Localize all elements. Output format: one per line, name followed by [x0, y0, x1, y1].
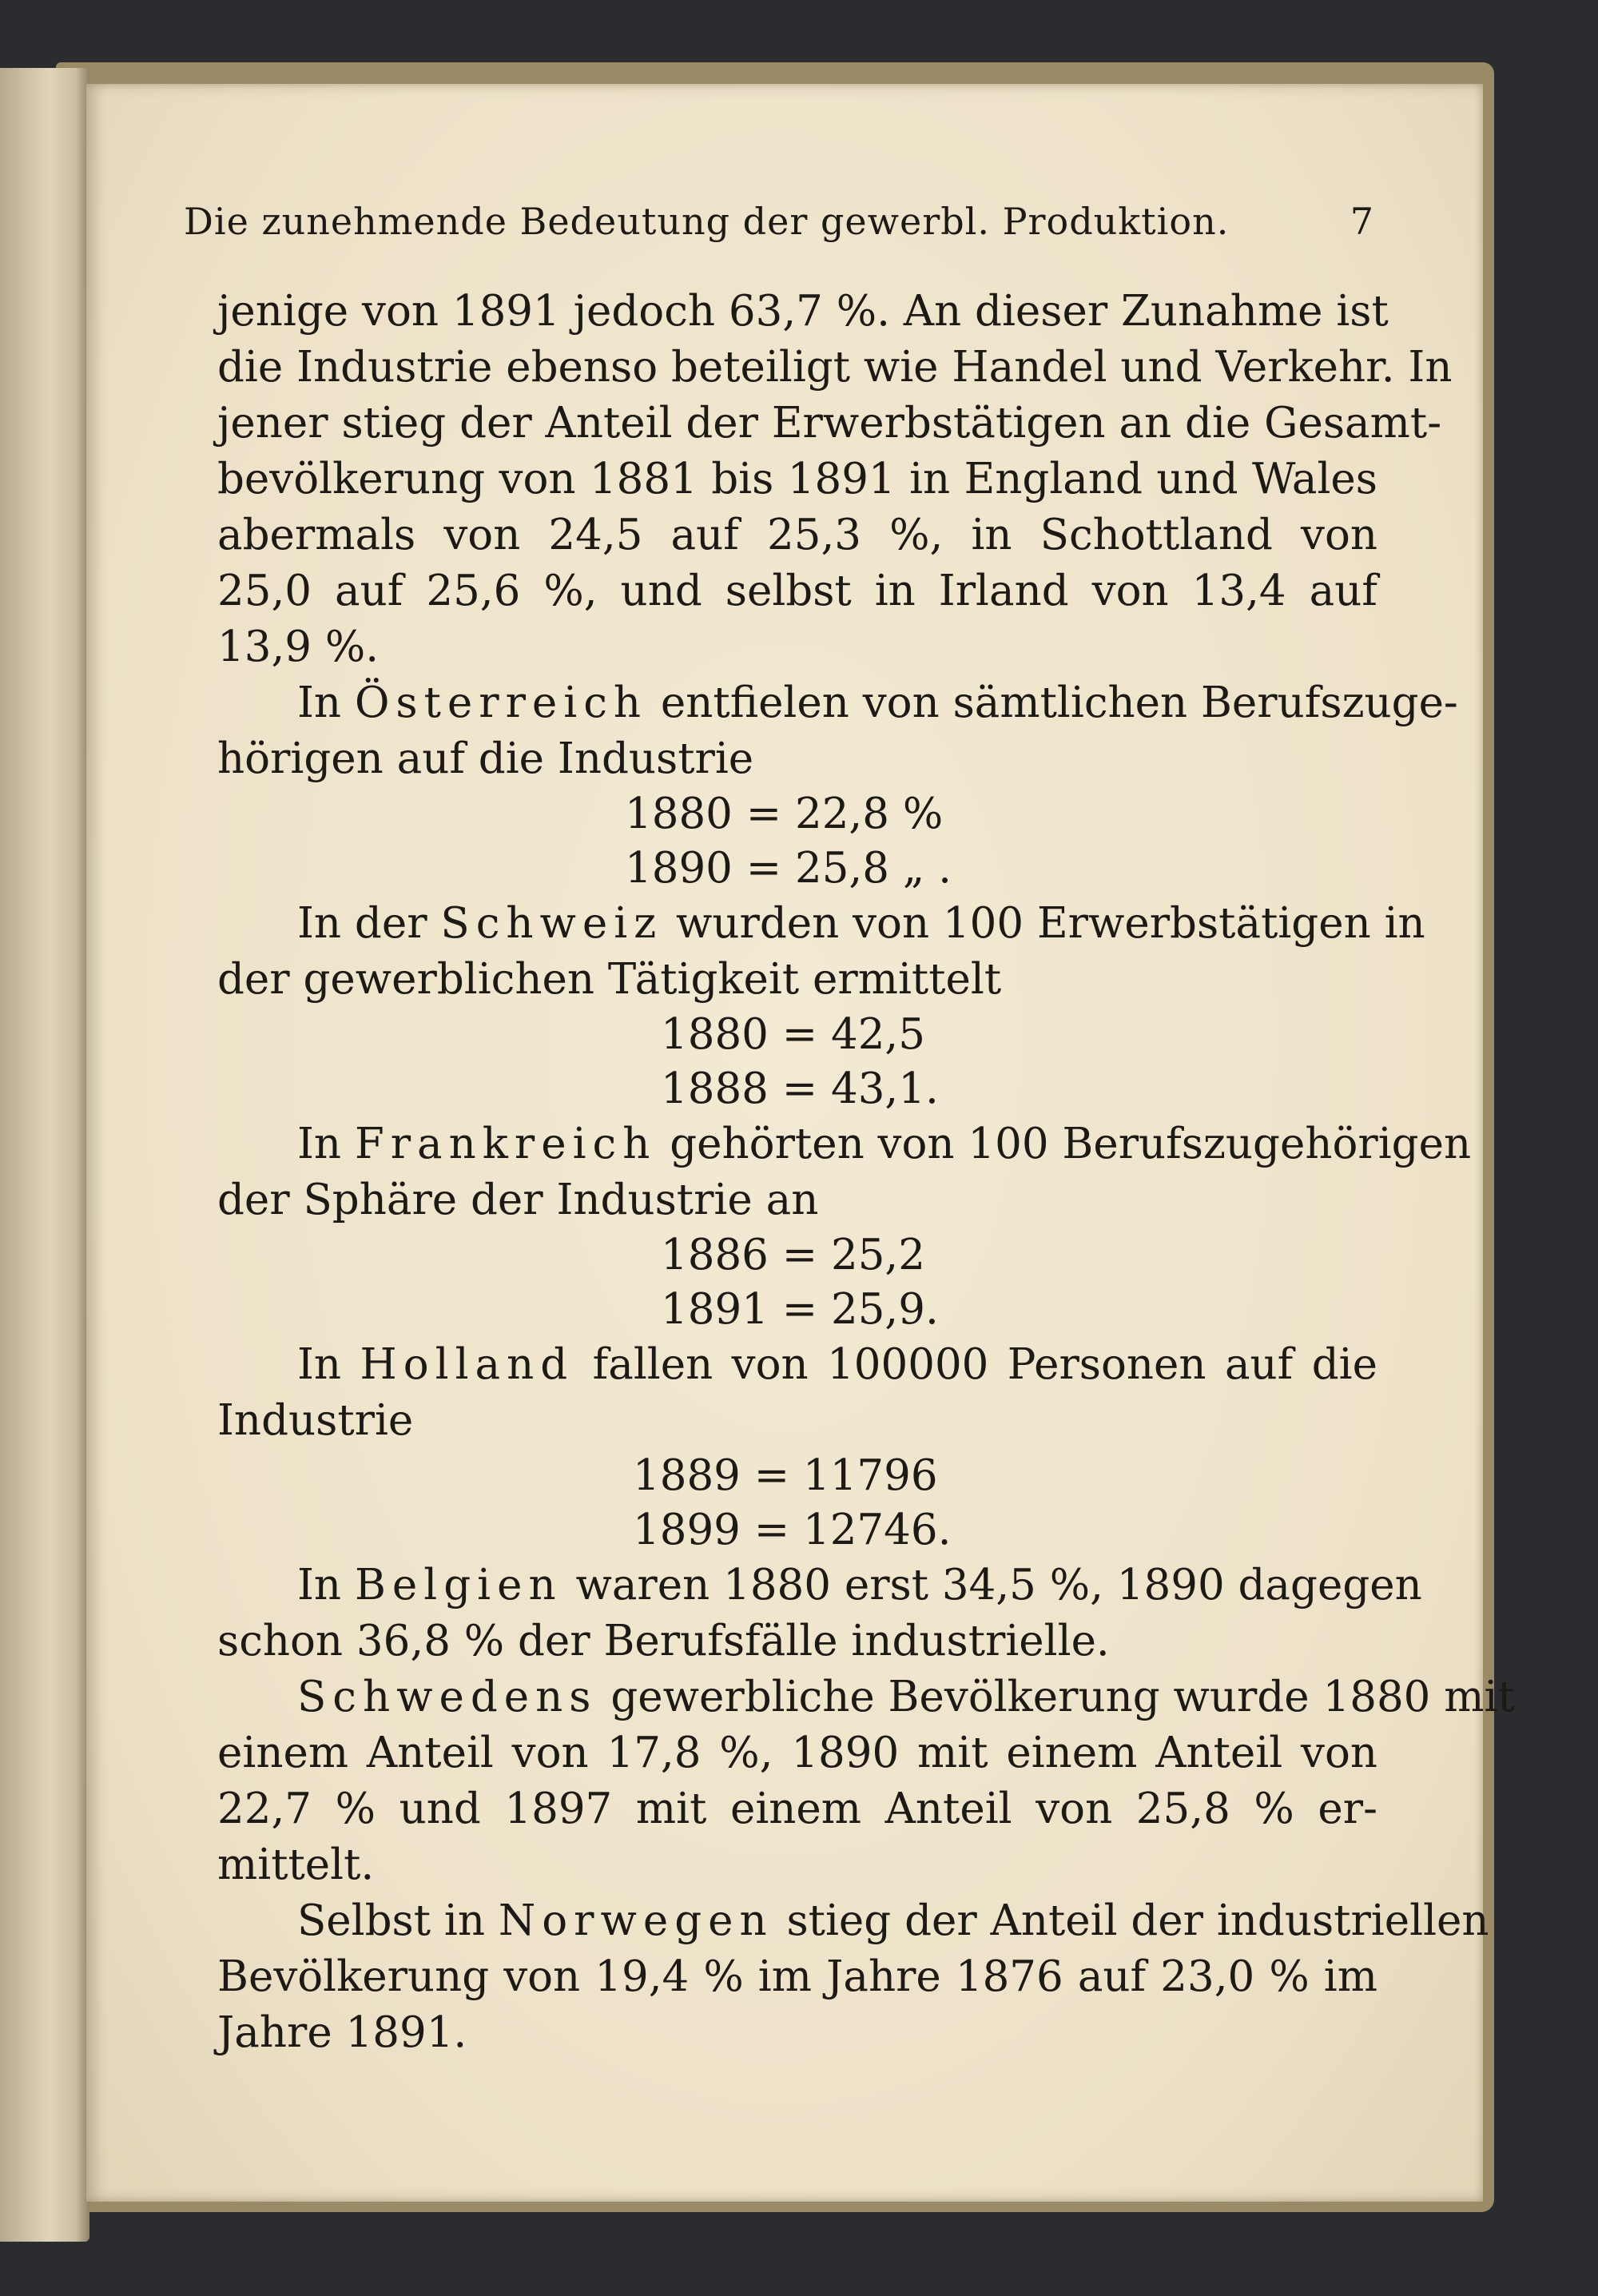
statistic-row: 1880 = 42,5	[661, 1010, 925, 1059]
statistic-row: 1891 = 25,9.	[661, 1285, 939, 1334]
paragraph-belgium: In Belgien waren 1880 erst 34,5 %, 1890 dagegen	[297, 1561, 1422, 1610]
text-line: Industrie	[217, 1396, 414, 1445]
statistic-row: 1899 = 12746.	[633, 1506, 952, 1554]
text-line: einem Anteil von 17,8 %, 1890 mit einem Anteil von	[217, 1729, 1377, 1777]
statistic-row: 1888 = 43,1.	[661, 1064, 939, 1113]
text-line: jener stieg der Anteil der Erwerbstätigen an die Gesamt-	[217, 399, 1442, 448]
text-line: hörigen auf die Industrie	[217, 734, 754, 783]
paragraph-switzerland: In der Schweiz wurden von 100 Erwerbstätigen in	[297, 899, 1425, 948]
text-line: mittelt.	[217, 1840, 375, 1889]
paragraph-sweden: Schwedens gewerbliche Bevölkerung wurde 1880 mit	[297, 1673, 1515, 1721]
paragraph-norway: Selbst in Norwegen stieg der Anteil der industriellen	[297, 1896, 1489, 1945]
running-header	[184, 200, 1374, 256]
statistic-row: 1880 = 22,8 %	[625, 790, 944, 838]
text-line: der Sphäre der Industrie an	[217, 1176, 819, 1224]
text-line: Jahre 1891.	[217, 2008, 467, 2057]
text-line: Bevölkerung von 19,4 % im Jahre 1876 auf 23,0 % im	[217, 1952, 1377, 2001]
left-page-edge	[0, 68, 89, 2242]
country-name: Schweiz	[440, 899, 663, 948]
running-title: Die zunehmende Bedeutung der gewerbl. Produktion.	[184, 200, 1230, 243]
statistic-row: 1889 = 11796	[633, 1451, 938, 1500]
page-number: 7	[1350, 200, 1374, 243]
text-line: 13,9 %.	[217, 623, 380, 671]
paragraph-france: In Frankreich gehörten von 100 Berufszugehörigen	[297, 1120, 1472, 1168]
country-name: Frankreich	[354, 1120, 657, 1168]
text-line: 22,7 % und 1897 mit einem Anteil von 25,8 % er-	[217, 1785, 1377, 1833]
statistic-row: 1886 = 25,2	[661, 1231, 925, 1279]
paragraph-austria: In Österreich entfielen von sämtlichen Berufszuge-	[297, 678, 1458, 727]
text-line: die Industrie ebenso beteiligt wie Handel und Verkehr. In	[217, 343, 1453, 392]
text-line: abermals von 24,5 auf 25,3 %, in Schottland von	[217, 511, 1377, 559]
text-line: bevölkerung von 1881 bis 1891 in England und Wales	[217, 455, 1377, 503]
text-line: schon 36,8 % der Berufsfälle industrielle.	[217, 1617, 1110, 1665]
text-line: jenige von 1891 jedoch 63,7 %. An dieser Zunahme ist	[217, 287, 1389, 336]
page-body	[217, 284, 1515, 2061]
text-line: 25,0 auf 25,6 %, und selbst in Irland von 13,4 auf	[217, 567, 1377, 615]
statistic-row: 1890 = 25,8 „ .	[625, 844, 952, 893]
country-name: Schwedens	[297, 1673, 598, 1721]
paragraph-holland: In Holland fallen von 100000 Personen auf die	[297, 1340, 1377, 1389]
country-name: Holland	[360, 1340, 574, 1389]
country-name: Österreich	[354, 678, 648, 727]
country-name: Norwegen	[498, 1896, 773, 1945]
text-line: der gewerblichen Tätigkeit ermittelt	[217, 955, 1002, 1004]
country-name: Belgien	[354, 1561, 562, 1610]
